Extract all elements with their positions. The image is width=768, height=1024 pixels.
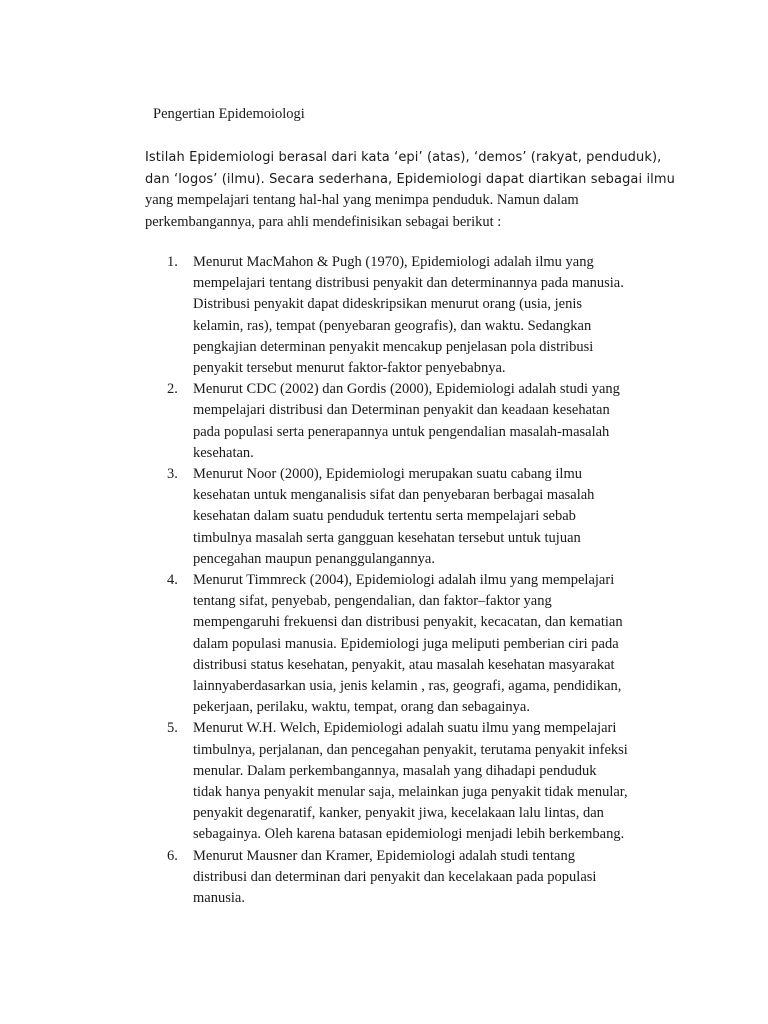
list-item-text: kesehatan untuk menganalisis sifat dan penyebaran berbagai masalah (193, 487, 595, 504)
intro-text: yang mempelajari tentang hal-hal yang menimpa penduduk. Namun dalam (145, 192, 579, 208)
list-item-text: Menurut Timmreck (2004), Epidemiologi adalah ilmu yang mempelajari (193, 572, 615, 589)
list-item-text: Menurut W.H. Welch, Epidemiologi adalah suatu ilmu yang mempelajari (193, 720, 617, 737)
list-item-text: kesehatan. (193, 444, 254, 461)
list-item-text: pencegahan maupun penanggulangannya. (193, 550, 435, 567)
list-item-text: lainnyaberdasarkan usia, jenis kelamin , ras, geografi, agama, pendidikan, (193, 678, 622, 695)
list-item-text: sebagainya. Oleh karena batasan epidemiologi menjadi lebih berkembang. (193, 826, 625, 843)
list-item (145, 379, 665, 464)
page-title: Pengertian Epidemoiologi (153, 106, 305, 122)
definition-list (145, 252, 665, 909)
intro-paragraph (145, 147, 675, 233)
list-item (145, 570, 665, 718)
intro-line (145, 212, 665, 234)
list-item-text: mempengaruhi frekuensi dan distribusi penyakit, kecacatan, dan kematian (193, 614, 623, 631)
list-item-number: 3. (167, 466, 178, 483)
list-item-number: 1. (167, 254, 178, 270)
list-item (145, 252, 665, 379)
intro-line (145, 169, 675, 191)
list-item-text: Distribusi penyakit dapat dideskripsikan menurut orang (usia, jenis (193, 296, 583, 313)
list-item-number: 4. (167, 572, 178, 589)
list-item-text: mempelajari tentang distribusi penyakit dan determinannya pada manusia. (193, 275, 624, 292)
list-item-number: 5. (167, 720, 178, 737)
intro-text: dan ‘logos’ (ilmu). Secara sederhana, Epidemiologi dapat diartikan sebagai ilmu (145, 171, 675, 187)
list-item-text: pekerjaan, perilaku, waktu, tempat, orang dan sebagainya. (193, 699, 530, 716)
intro-text: perkembangannya, para ahli mendefinisikan sebagai berikut : (145, 213, 502, 230)
intro-line (145, 190, 665, 212)
list-item-text: menular. Dalam perkembangannya, masalah yang dihadapi penduduk (193, 762, 597, 779)
list-item-number: 6. (167, 847, 178, 864)
list-item-text: tentang sifat, penyebab, pengendalian, dan faktor–faktor yang (193, 593, 552, 610)
list-item (145, 846, 665, 910)
list-item (145, 464, 665, 570)
list-item-text: timbulnya masalah serta gangguan kesehatan tersebut untuk tujuan (193, 529, 581, 546)
intro-line (145, 147, 665, 169)
list-item-number: 2. (167, 381, 178, 398)
list-item-text: Menurut Noor (2000), Epidemiologi merupakan suatu cabang ilmu (193, 466, 582, 483)
list-item-text: mempelajari distribusi dan Determinan penyakit dan keadaan kesehatan (193, 402, 610, 419)
list-item-text: Menurut Mausner dan Kramer, Epidemiologi adalah studi tentang (193, 847, 575, 864)
list-item-text: Menurut CDC (2002) dan Gordis (2000), Epidemiologi adalah studi yang (193, 381, 620, 398)
list-item-text: distribusi status kesehatan, penyakit, atau masalah kesehatan masyarakat (193, 656, 615, 673)
list-item-text: timbulnya, perjalanan, dan pencegahan penyakit, terutama penyakit infeksi (193, 741, 628, 758)
list-item-text: penyakit tersebut menurut faktor-faktor penyebabnya. (193, 360, 506, 377)
list-item-text: pada populasi serta penerapannya untuk pengendalian masalah-masalah (193, 423, 610, 440)
list-item-text: tidak hanya penyakit menular saja, melainkan juga penyakit tidak menular, (193, 784, 628, 801)
list-item-text: manusia. (193, 890, 245, 907)
intro-text: Istilah Epidemiologi berasal dari kata ‘epi’ (atas), ‘demos’ (rakyat, penduduk), (145, 150, 662, 165)
list-item-text: kelamin, ras), tempat (penyebaran geografis), dan waktu. Sedangkan (193, 317, 592, 334)
list-item-text: distribusi dan determinan dari penyakit dan kecelakaan pada populasi (193, 868, 597, 885)
list-item-text: dalam populasi manusia. Epidemiologi juga meliputi pemberian ciri pada (193, 635, 619, 652)
list-item (145, 718, 665, 845)
list-item-text: pengkajian determinan penyakit mencakup penjelasan pola distribusi (193, 338, 594, 355)
list-item-text: Menurut MacMahon & Pugh (1970), Epidemiologi adalah ilmu yang (193, 254, 594, 270)
list-item-text: kesehatan dalam suatu penduduk tertentu serta mempelajari sebab (193, 508, 576, 525)
list-item-text: penyakit degenaratif, kanker, penyakit jiwa, kecelakaan lalu lintas, dan (193, 805, 604, 822)
